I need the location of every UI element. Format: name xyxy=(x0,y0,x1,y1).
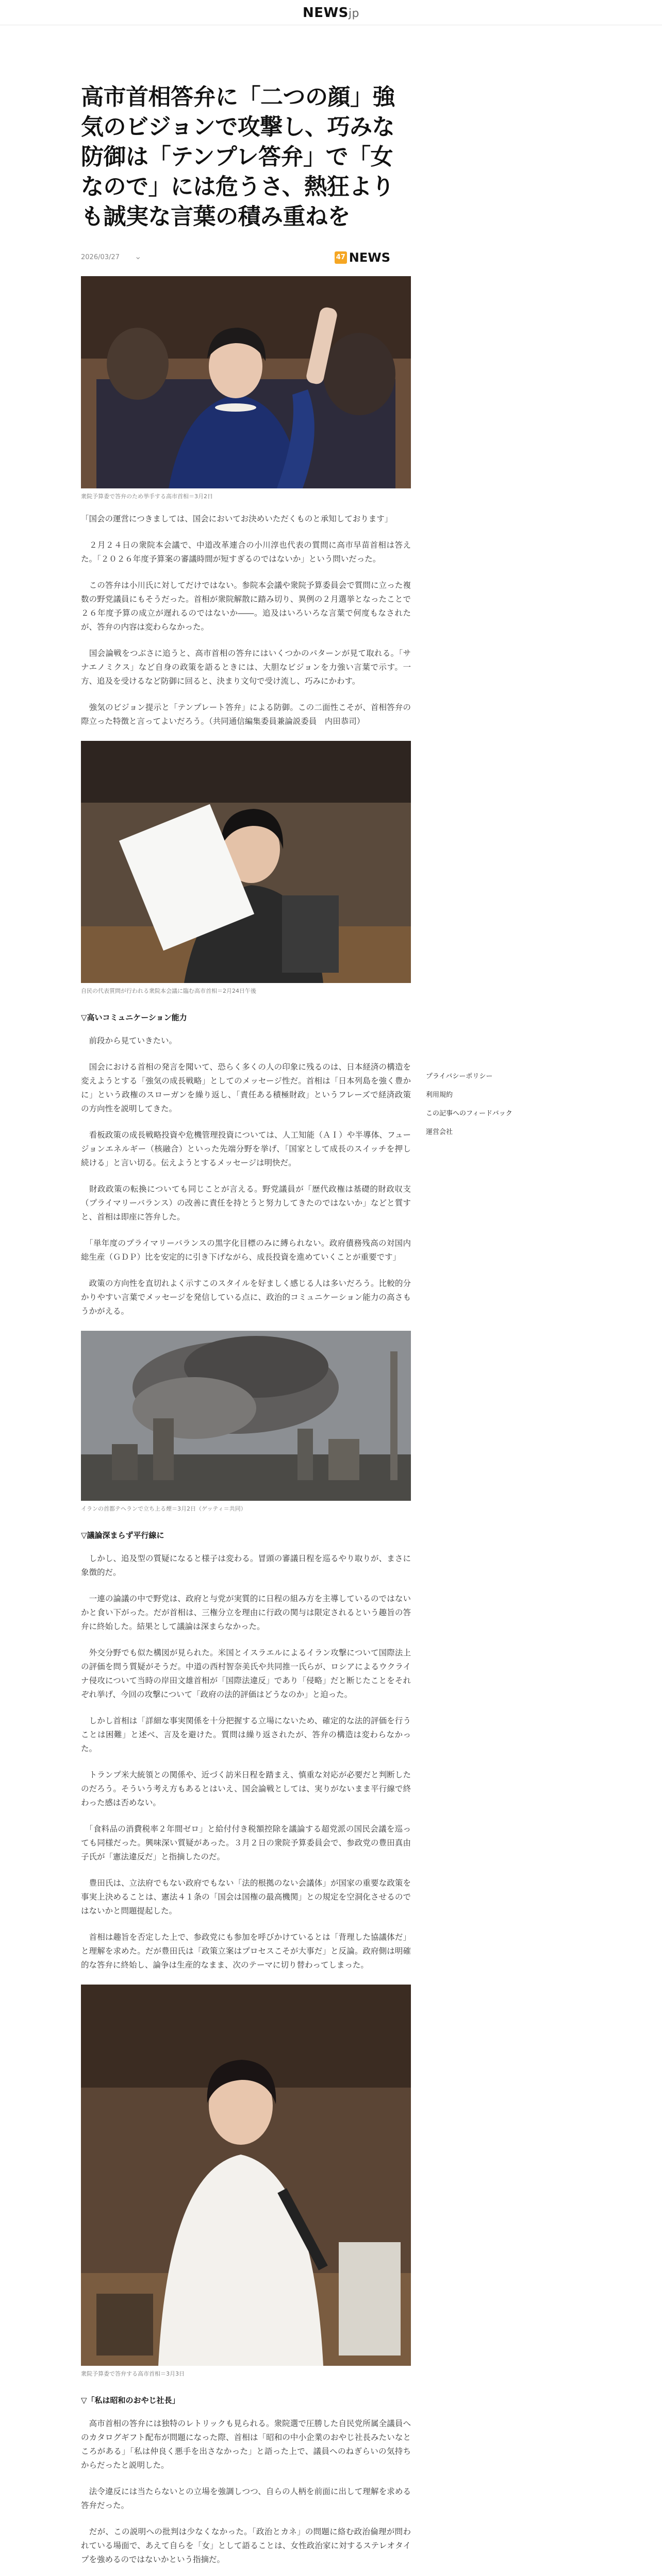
section-paragraph: 高市首相の答弁には独特のレトリックも見られる。衆院選で圧勝した自民党所属全議員へのカタログギフト配布が問題になった際、首相は「昭和の中小企業のおやじ社長みたいなところがある」「私は仲良く悪手を出さなかった」と語った上で、議員へのねぎらいの気持ちからだったと説明した。 xyxy=(81,2419,411,2470)
site-logo[interactable] xyxy=(0,5,662,21)
article-photo-3 xyxy=(81,1331,411,1501)
feedback-link[interactable]: この記事へのフィードバック xyxy=(426,1110,512,1117)
intro-paragraph: 強気のビジョン提示と「テンプレート答弁」による防御。この二面性こそが、首相答弁の際立った特徴と言ってよいだろう。（共同通信編集委員兼論説委員 内田恭司） xyxy=(81,703,411,726)
section-paragraph: 一連の論議の中で野党は、政府と与党が実質的に日程の組み方を主導しているのではないかと食い下がった。だが首相は、三権分立を理由に行政の関与は限定されるという趣旨の答弁に終始した。結果として議論は深まらなかった。 xyxy=(81,1594,411,1631)
section-paragraph: 看板政策の成長戦略投資や危機管理投資については、人工知能（ＡＩ）や半導体、フュージョンエネルギー（核融合）といった先端分野を挙げ、「国家として成長のスイッチを押し続ける」と言い切る。伝えようとするメッセージは明快だ。 xyxy=(81,1130,411,1167)
section-paragraph: 前段から見ていきたい。 xyxy=(81,1036,177,1045)
article-photo-4 xyxy=(81,1985,411,2366)
section-paragraph: 「食料品の消費税率２年間ゼロ」と給付付き税額控除を議論する超党派の国民会議を巡っても同様だった。興味深い質疑があった。３月２日の衆院予算委員会で、参政党の豊田真由子氏が「憲法違反だ」と指摘したのだ。 xyxy=(81,1824,411,1861)
section-paragraph: 外交分野でも似た構図が見られた。米国とイスラエルによるイラン攻撃について国際法上の評価を問う質疑がそうだ。中道の西村智奈美氏や共同推一氏らが、ロシアによるウクライナ侵攻について当時の岸田文雄首相が「国際法違反」であり「侵略」だと断じたことをそれぞれ挙げ、今回の攻撃について「政府の法的評価はどうなのか」と迫った。 xyxy=(81,1648,411,1699)
section-heading: ▽高いコミュニケーション能力 xyxy=(81,1013,187,1022)
section-paragraph: だが、この説明への批判は少なくなかった。「政治とカネ」の問題に絡む政治倫理が問われている場面で、あえて自らを「女」として語ることは、女性政治家に対するステレオタイプを強めるのではないかという指摘だ。 xyxy=(81,2527,411,2564)
article xyxy=(81,82,411,2576)
section-heading: ▽「私は昭和のおやじ社長」 xyxy=(81,2396,180,2405)
privacy-policy-link[interactable]: プライバシーポリシー xyxy=(426,1073,493,1080)
logo-main: NEWS xyxy=(302,5,349,21)
intro-paragraph: 国会論戦をつぶさに追うと、高市首相の答弁にはいくつかのパターンが見て取れる。「サナエノミクス」など自身の政策を語るときには、大胆なビジョンを力強い言葉で示す。一方、追及を受けるなど防御に回ると、決まり文句で受け流し、巧みにかわす。 xyxy=(81,649,411,686)
article-date: 2026/03/27 xyxy=(81,253,120,261)
section-paragraph: トランプ米大統領との関係や、近づく訪米日程を踏まえ、慎重な対応が必要だと判断したのだろう。そういう考え方もあるとはいえ、国会論戦としては、実りがないまま平行線で終わった感は否めない。 xyxy=(81,1770,411,1807)
section-paragraph: 法令違反には当たらないとの立場を強調しつつ、自らの人柄を前面に出して理解を求める答弁だった。 xyxy=(81,2487,411,2510)
chevron-down-icon[interactable]: ⌄ xyxy=(135,251,142,261)
intro-paragraph: この答弁は小川氏に対してだけではない。参院本会議や衆院予算委員会で質問に立った複数の野党議員にもそうだった。首相が衆院解散に踏み切り、異例の２月選挙となったことで２６年度予算の成立が遅れるのではないか――。追及はいろいろな言葉で何度もなされたが、答弁の内容は変わらなかった。 xyxy=(81,581,411,632)
section-heading: ▽議論深まらず平行線に xyxy=(81,1531,164,1540)
section-paragraph: 財政政策の転換についても同じことが言える。野党議員が「歴代政権は基礎的財政収支（プライマリーバランス）の改善に責任を持とうと努力してきたのではないか」などと質すと、首相は即座に答弁した。 xyxy=(81,1184,411,1222)
section-paragraph: しかし、追及型の質疑になると様子は変わる。冒頭の審議日程を巡るやり取りが、まさに象徴的だ。 xyxy=(81,1554,411,1577)
section-paragraph: しかし首相は「詳細な事実関係を十分把握する立場にないため、確定的な法的評価を行うことは困難」と述べ、言及を避けた。質問は繰り返されたが、答弁の構造は変わらなかった。 xyxy=(81,1716,411,1753)
article-photo-2 xyxy=(81,741,411,983)
section-paragraph: 「単年度のプライマリーバランスの黒字化目標のみに縛られない。政府債務残高の対国内総生産（ＧＤＰ）比を安定的に引き下げながら、成長投資を進めていくことが重要です」 xyxy=(81,1239,411,1262)
source-logo[interactable] xyxy=(335,250,390,265)
article-meta xyxy=(81,248,411,269)
terms-link[interactable]: 利用規約 xyxy=(426,1091,453,1099)
section-paragraph: 豊田氏は、立法府でもない政府でもない「法的根拠のない会議体」が国家の重要な政策を事実上決めることは、憲法４１条の「国会は国権の最高機関」との規定を空洞化させるのではないかと問題提起した。 xyxy=(81,1878,411,1916)
photo-4-caption: 衆院予算委で答弁する高市首相＝3月3日 xyxy=(81,2370,185,2377)
article-photo-1 xyxy=(81,276,411,488)
section-paragraph: 政策の方向性を直切れよく示すこのスタイルを好ましく感じる人は多いだろう。比較的分かりやすい言葉でメッセージを発信している点に、政治的コミュニケーション能力の高さもうかがえる。 xyxy=(81,1279,411,1316)
source-mark: 47 xyxy=(335,251,347,264)
intro-paragraph: ２月２４日の衆院本会議で、中道改革連合の小川淳也代表の質問に高市早苗首相は答えた。「２０２６年度予算案の審議時間が短すぎるのではないか」という問いだった。 xyxy=(81,540,411,564)
source-name: NEWS xyxy=(349,250,390,265)
photo-3-caption: イランの首都テヘランで立ち上る煙＝3月2日（ゲッティ＝共同） xyxy=(81,1505,246,1512)
logo-sub: jp xyxy=(348,7,359,20)
intro-paragraph: 「国会の運営につきましては、国会においてお決めいただくものと承知しております」 xyxy=(81,514,393,523)
photo-2-caption: 自民の代表質問が行われる衆院本会議に臨む高市首相＝2月24日午後 xyxy=(81,988,256,994)
section-paragraph: 国会における首相の発言を聞いて、恐らく多くの人の印象に残るのは、日本経済の構造を変えようとする「強気の成長戦略」としてのメッセージ性だ。首相は「日本列島を強く豊かに」という政権のスローガンを繰り返し、「責任ある積極財政」というフレーズで経済政策の方向性を説明してきた。 xyxy=(81,1062,411,1113)
section-paragraph: 首相は趣旨を否定した上で、参政党にも参加を呼びかけているとは「背理した協議体だ」と理解を求めた。だが豊田氏は「政策立案はプロセスこそが大事だ」と反論。政府側は明確的な答弁に終始し、論争は生産的なまま、次のテーマに切り替わってしまった。 xyxy=(81,1933,411,1970)
footer-links xyxy=(426,1072,555,1146)
site-header xyxy=(0,0,662,25)
article-title: 高市首相答弁に「二つの顔」強気のビジョンで攻撃し、巧みな防御は「テンプレ答弁」で「女なので」には危うさ、熱狂よりも誠実な言葉の積み重ねを xyxy=(81,84,395,230)
photo-1-caption: 衆院予算委で答弁のため挙手する高市首相＝3月2日 xyxy=(81,493,213,500)
company-link[interactable]: 運営会社 xyxy=(426,1128,453,1136)
